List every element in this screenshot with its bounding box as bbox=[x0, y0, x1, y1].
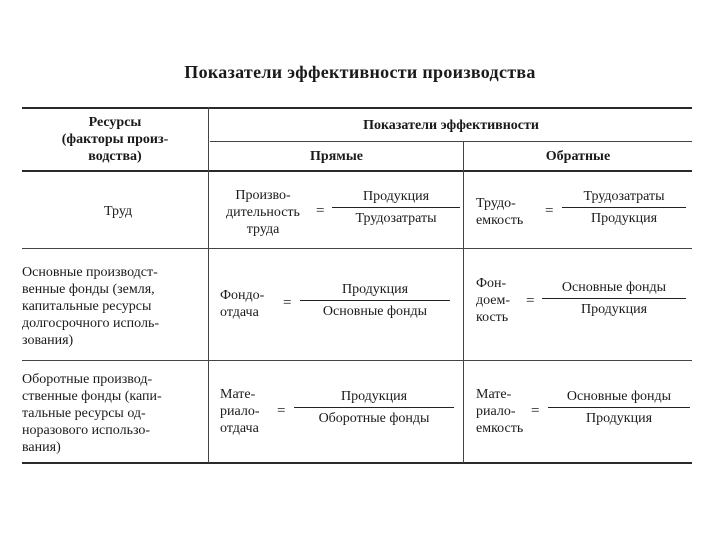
header-subrule bbox=[210, 141, 692, 142]
labour-productivity-formula: Продукция Трудозатраты bbox=[332, 188, 460, 227]
material-intensity-formula: Основные фонды Продукция bbox=[548, 388, 690, 427]
material-productivity-name: Мате- риало- отдача bbox=[220, 387, 260, 436]
equals-sign: = bbox=[283, 295, 292, 311]
equals-sign: = bbox=[531, 403, 540, 419]
row-working-assets-resource: Оборотные производ- ственные фонды (капи- тальные ресурсы од- норазового использо- вания) bbox=[22, 372, 162, 455]
capital-intensity-name: Фон- доем- кость bbox=[476, 276, 511, 325]
labour-productivity-name: Произво- дительность труда bbox=[226, 188, 300, 237]
capital-productivity-formula: Продукция Основные фонды bbox=[300, 281, 450, 320]
equals-sign: = bbox=[277, 403, 286, 419]
header-bottom-rule bbox=[22, 170, 692, 172]
labour-intensity-formula: Трудозатраты Продукция bbox=[562, 188, 686, 227]
capital-intensity-formula: Основные фонды Продукция bbox=[542, 279, 686, 318]
row-fixed-assets-resource: Основные производст- венные фонды (земля, капитальные ресурсы долгосрочного исполь- зования) bbox=[22, 265, 159, 348]
header-direct: Прямые bbox=[310, 149, 363, 164]
material-productivity-formula: Продукция Оборотные фонды bbox=[294, 388, 454, 427]
labour-intensity-name: Трудо- емкость bbox=[476, 196, 524, 228]
equals-sign: = bbox=[526, 293, 535, 309]
header-resources: Ресурсы (факторы произ- водства) bbox=[61, 115, 169, 164]
row-rule-2 bbox=[22, 360, 692, 361]
header-indicators: Показатели эффективности bbox=[363, 118, 539, 133]
header-inverse: Обратные bbox=[545, 149, 611, 164]
table-bottom-rule bbox=[22, 462, 692, 464]
column-rule-2 bbox=[463, 141, 464, 463]
page-title: Показатели эффективности производства bbox=[184, 62, 536, 82]
column-rule-1 bbox=[208, 107, 209, 463]
row-rule-1 bbox=[22, 248, 692, 249]
capital-productivity-name: Фондо- отдача bbox=[220, 288, 265, 320]
table-top-rule bbox=[22, 107, 692, 109]
row-labour-resource: Труд bbox=[104, 204, 133, 219]
equals-sign: = bbox=[545, 203, 554, 219]
material-intensity-name: Мате- риало- емкость bbox=[476, 387, 524, 436]
equals-sign: = bbox=[316, 203, 325, 219]
